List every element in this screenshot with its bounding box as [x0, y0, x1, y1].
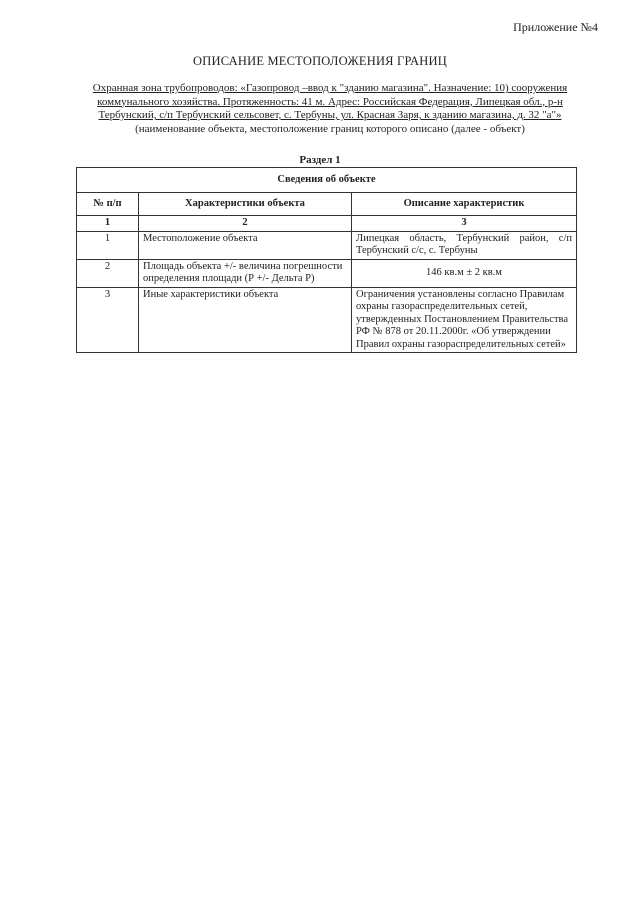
row-characteristic: Иные характеристики объекта	[139, 287, 352, 353]
row-characteristic: Местоположение объекта	[139, 231, 352, 259]
row-characteristic: Площадь объекта +/- величина погрешности определения площади (Р +/- Дельта Р)	[139, 259, 352, 287]
table-header-row	[77, 193, 577, 216]
row-description: Ограничения установлены согласно Правилам охраны газораспределительных сетей, утвержденных Постановлением Правительства РФ № 878 от 20.11.2000г. «Об утверждении Правил охраны газораспределительных сетей»	[352, 287, 577, 353]
table-row	[77, 259, 577, 287]
object-name: Охранная зона трубопроводов: «Газопровод –ввод к "зданию магазина". Назначение: 10) сооружения коммунального хозяйства. Протяженность: 41 м. Адрес: Российская Федерация, Липецкая обл., р-н Тербунский, с/п Тербунский сельсовет, с. Тербуны, ул. Красная Заря, к зданию магазина, д. 32 "а"»	[92, 82, 568, 121]
row-number: 2	[77, 259, 139, 287]
column-number-2: 2	[139, 216, 352, 232]
column-header-characteristic: Характеристики объекта	[139, 193, 352, 216]
object-description-block	[80, 82, 580, 136]
object-caption: (наименование объекта, местоположение границ которого описано (далее - объект)	[135, 122, 525, 135]
column-header-number: № п/п	[77, 193, 139, 216]
object-info-table	[76, 167, 577, 353]
row-number: 1	[77, 231, 139, 259]
column-number-3: 3	[352, 216, 577, 232]
table-caption-row	[77, 168, 577, 193]
table-column-numbers-row	[77, 216, 577, 232]
column-number-1: 1	[77, 216, 139, 232]
row-description: Липецкая область, Тербунский район, с/п Тербунский с/с, с. Тербуны	[352, 231, 577, 259]
table-row	[77, 287, 577, 353]
table-caption: Сведения об объекте	[77, 168, 577, 193]
table-row	[77, 231, 577, 259]
document-title: ОПИСАНИЕ МЕСТОПОЛОЖЕНИЯ ГРАНИЦ	[193, 54, 447, 68]
column-header-description: Описание характеристик	[352, 193, 577, 216]
row-number: 3	[77, 287, 139, 353]
appendix-number: Приложение №4	[513, 20, 598, 34]
row-description: 146 кв.м ± 2 кв.м	[352, 259, 577, 287]
section-title: Раздел 1	[299, 154, 341, 166]
